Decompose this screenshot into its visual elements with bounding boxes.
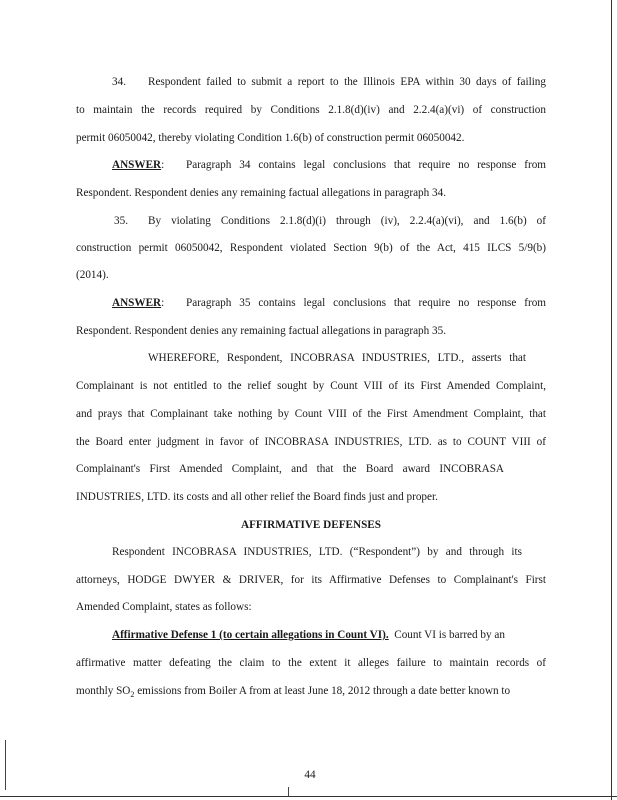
answer-34-line-2: Respondent. Respondent denies any remaining factual allegations in paragraph 34. (76, 187, 447, 199)
wherefore-line-1: WHEREFORE, Respondent, INCOBRASA INDUSTRIES, LTD., asserts that (148, 352, 526, 364)
answer-35-line-2: Respondent. Respondent denies any remaining factual allegations in paragraph 35. (76, 325, 447, 337)
defense-1-label: Affirmative Defense 1 (to certain allegations in Count VI). (112, 629, 389, 641)
defense-1-line-1 (112, 628, 505, 642)
wherefore-line-4: the Board enter judgment in favor of INCOBRASA INDUSTRIES, LTD. as to COUNT VIII of (76, 436, 546, 448)
answer-35-label-wrap (112, 296, 164, 310)
answer-34-label-wrap (112, 158, 164, 172)
intro-line-1: Respondent INCOBRASA INDUSTRIES, LTD. (“Respondent”) by and through its (112, 546, 522, 558)
scan-mark-bottom (288, 787, 289, 796)
scan-edge-bottom (0, 796, 617, 797)
defense-1-subscript: 2 (130, 690, 135, 700)
wherefore-line-3: and prays that Complainant take nothing by Count VIII of the First Amendment Complaint, that (76, 408, 546, 420)
paragraph-34-line-3: permit 06050042, thereby violating Condition 1.6(b) of construction permit 06050042. (76, 132, 465, 144)
paragraph-34-number: 34. (112, 76, 126, 88)
paragraph-35-line-2: construction permit 06050042, Respondent violated Section 9(b) of the Act, 415 ILCS 5/9(b) (76, 242, 546, 254)
defense-1-line-3-b: emissions from Boiler A from at least June 18, 2012 through a date better known to (134, 685, 511, 697)
answer-34-label: ANSWER (112, 159, 162, 171)
paragraph-35-number: 35. (114, 215, 128, 227)
paragraph-34-line-2: to maintain the records required by Conditions 2.1.8(d)(iv) and 2.2.4(a)(vi) of construction (76, 104, 546, 116)
answer-35-label: ANSWER (112, 297, 162, 309)
page-number: 44 (304, 769, 316, 781)
defense-1-line-3-a: monthly SO (76, 685, 131, 697)
paragraph-35-line-3: (2014). (76, 269, 109, 281)
affirmative-defenses-heading: AFFIRMATIVE DEFENSES (241, 519, 381, 531)
defense-1-line-2: affirmative matter defeating the claim to the extent it alleges failure to maintain records of (76, 657, 546, 669)
answer-34-line-1: Paragraph 34 contains legal conclusions that require no response from (186, 159, 546, 171)
answer-34-colon: : (161, 159, 165, 171)
answer-35-colon: : (161, 297, 165, 309)
intro-line-3: Amended Complaint, states as follows: (76, 601, 252, 613)
scan-mark-left (5, 740, 6, 790)
intro-line-2: attorneys, HODGE DWYER & DRIVER, for its Affirmative Defenses to Complainant's First (76, 574, 546, 586)
paragraph-34-line-1: Respondent failed to submit a report to the Illinois EPA within 30 days of failing (148, 76, 546, 88)
wherefore-line-6: INDUSTRIES, LTD. its costs and all other relief the Board finds just and proper. (76, 491, 438, 503)
answer-35-line-1: Paragraph 35 contains legal conclusions that require no response from (186, 297, 546, 309)
paragraph-35-line-1: By violating Conditions 2.1.8(d)(i) through (iv), 2.2.4(a)(vi), and 1.6(b) of (148, 215, 546, 227)
scan-edge-right (611, 0, 612, 800)
wherefore-line-2: Complainant is not entitled to the relief sought by Count VIII of its First Amended Complaint, (76, 380, 546, 392)
defense-1-first: Count VI is barred by an (394, 629, 505, 641)
defense-1-line-3 (76, 684, 510, 702)
wherefore-line-5: Complainant's First Amended Complaint, and that the Board award INCOBRASA (76, 463, 504, 475)
